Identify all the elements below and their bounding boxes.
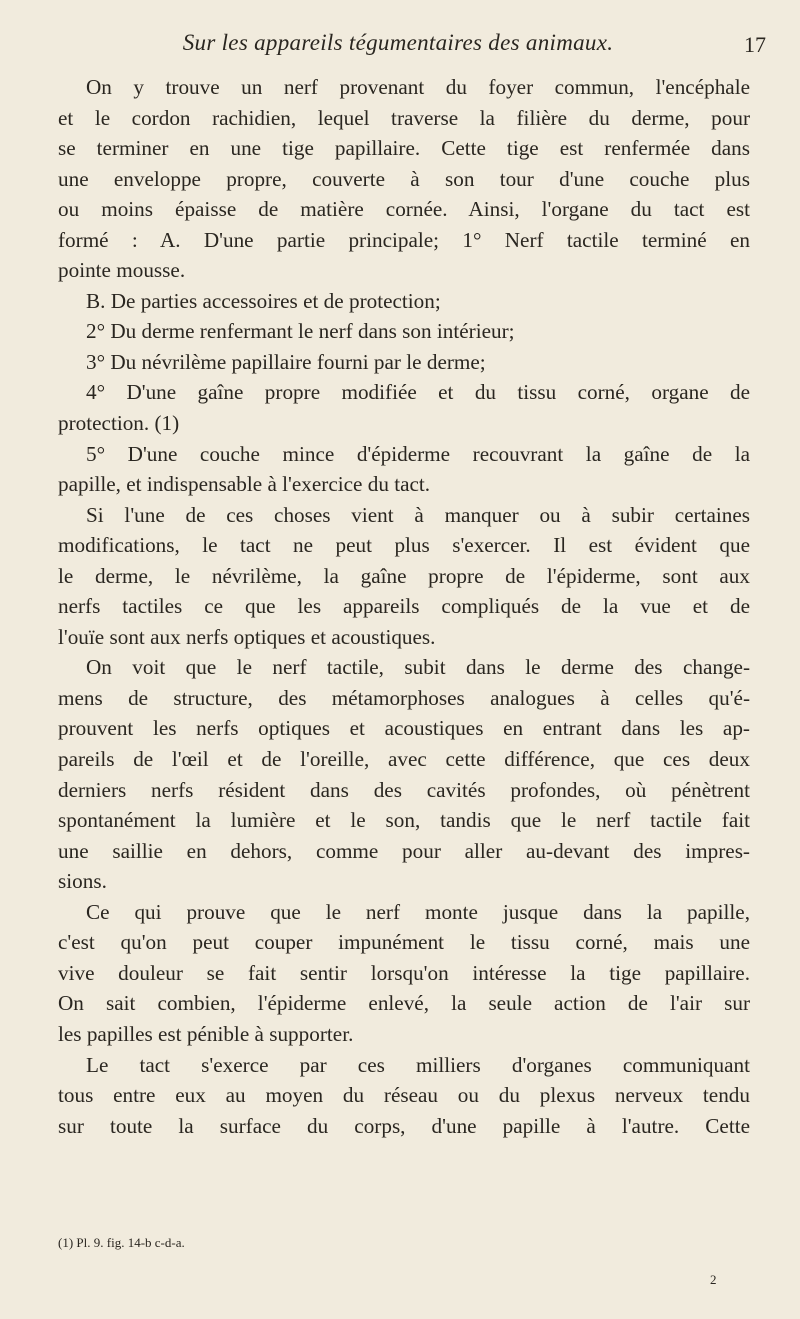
- text-line: B. De parties accessoires et de protection;: [86, 288, 441, 313]
- text-line: On y trouve un nerf provenant du foyer commun, l'encéphale: [86, 75, 750, 99]
- text-line: l'ouïe sont aux nerfs optiques et acoustiques.: [58, 624, 436, 649]
- text-line: nerfs tactiles ce que les appareils compliqués de la vue et de: [58, 594, 750, 619]
- text-line: pointe mousse.: [58, 258, 186, 283]
- text-line: modifications, le tact ne peut plus s'exercer. Il est évident que: [58, 533, 750, 558]
- text-line: une saillie en dehors, comme pour aller au-devant des impres-: [58, 838, 750, 863]
- text-line: tous entre eux au moyen du réseau ou du plexus nerveux tendu: [58, 1083, 750, 1108]
- text-line: les papilles est pénible à supporter.: [58, 1021, 354, 1046]
- text-line: derniers nerfs résident dans des cavités profondes, où pénètrent: [58, 777, 750, 802]
- text-line: sions.: [58, 869, 107, 894]
- text-line: On sait combien, l'épiderme enlevé, la seule action de l'air sur: [58, 991, 750, 1016]
- text-line: le derme, le névrilème, la gaîne propre de l'épiderme, sont aux: [58, 563, 750, 588]
- text-line: prouvent les nerfs optiques et acoustiques en entrant dans les ap-: [58, 716, 750, 741]
- text-line: On voit que le nerf tactile, subit dans le derme des change-: [86, 655, 750, 680]
- text-line: 5° D'une couche mince d'épiderme recouvrant la gaîne de la: [86, 441, 750, 466]
- text-line: formé : A. D'une partie principale; 1° Nerf tactile terminé en: [58, 227, 750, 252]
- signature-mark: 2: [710, 1272, 717, 1287]
- text-line: une enveloppe propre, couverte à son tour d'une couche plus: [58, 166, 750, 191]
- text-line: ou moins épaisse de matière cornée. Ainsi, l'organe du tact est: [58, 197, 750, 222]
- text-line: protection. (1): [58, 411, 180, 436]
- text-line: c'est qu'on peut couper impunément le tissu corné, mais une: [58, 930, 750, 955]
- text-line: 3° Du névrilème papillaire fourni par le derme;: [86, 349, 486, 374]
- body-text: [58, 72, 750, 1141]
- text-line: 4° D'une gaîne propre modifiée et du tissu corné, organe de: [86, 380, 750, 405]
- text-line: 2° Du derme renfermant le nerf dans son intérieur;: [86, 319, 515, 344]
- running-title: Sur les appareils tégumentaires des animaux.: [182, 30, 614, 55]
- text-line: pareils de l'œil et de l'oreille, avec cette différence, que ces deux: [58, 747, 750, 772]
- text-line: et le cordon rachidien, lequel traverse la filière du derme, pour: [58, 105, 750, 130]
- text-line: Le tact s'exerce par ces milliers d'organes communiquant: [86, 1052, 750, 1077]
- text-line: sur toute la surface du corps, d'une papille à l'autre. Cette: [58, 1113, 750, 1138]
- page-number: 17: [744, 32, 766, 57]
- footnote: (1) Pl. 9. fig. 14-b c-d-a.: [58, 1235, 185, 1250]
- text-line: papille, et indispensable à l'exercice du tact.: [58, 472, 431, 497]
- text-line: Ce qui prouve que le nerf monte jusque dans la papille,: [86, 899, 750, 924]
- text-line: Si l'une de ces choses vient à manquer ou à subir certaines: [86, 502, 750, 527]
- text-line: se terminer en une tige papillaire. Cette tige est renfermée dans: [58, 136, 750, 161]
- text-line: spontanément la lumière et le son, tandis que le nerf tactile fait: [58, 808, 750, 833]
- text-line: mens de structure, des métamorphoses analogues à celles qu'é-: [58, 685, 750, 710]
- text-line: vive douleur se fait sentir lorsqu'on intéresse la tige papillaire.: [58, 960, 750, 985]
